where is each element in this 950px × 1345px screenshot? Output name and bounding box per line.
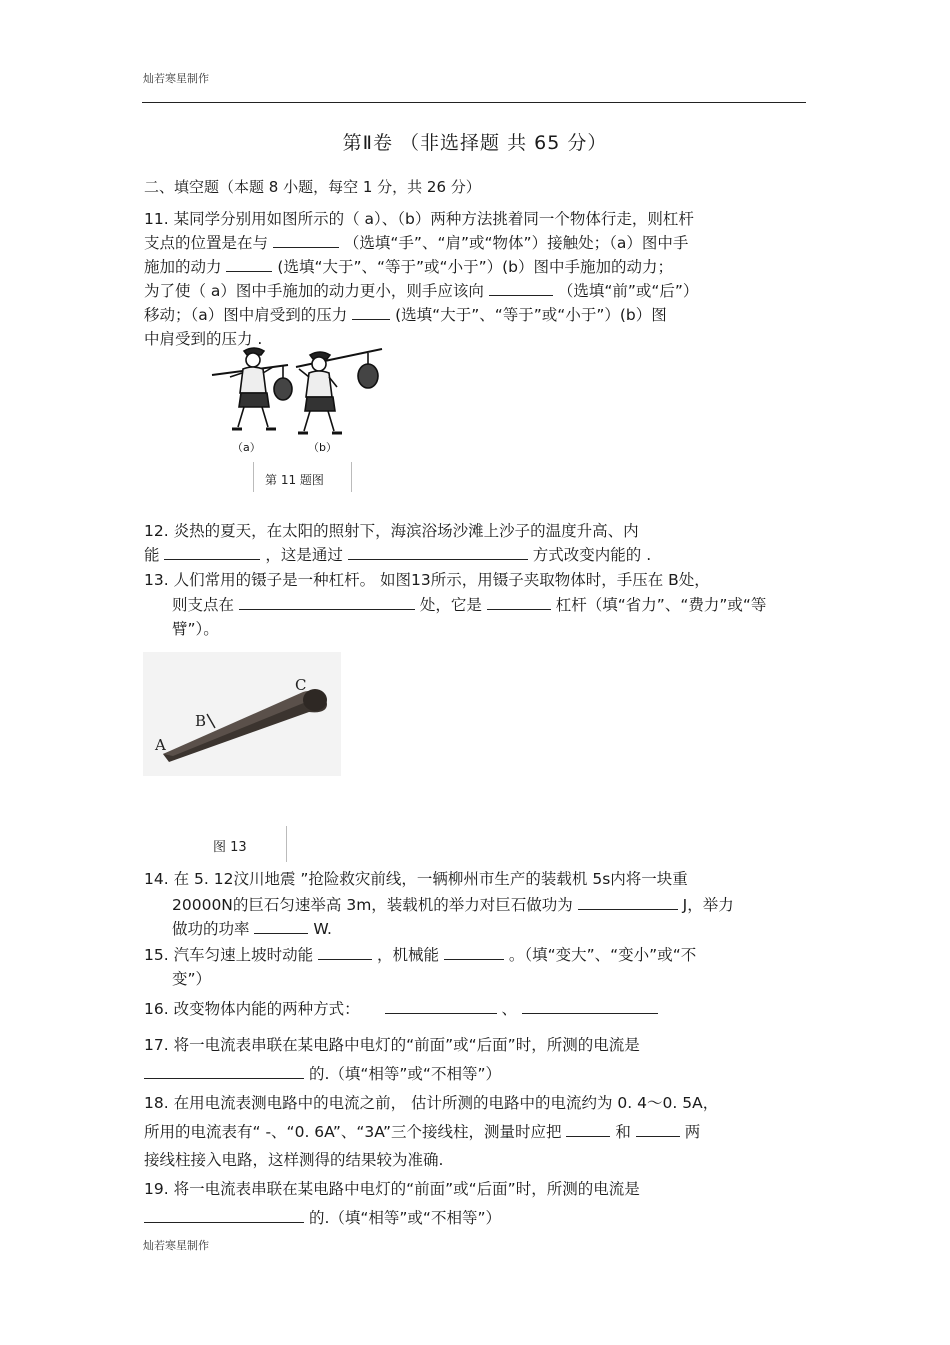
figure-a-porter: [212, 348, 292, 429]
page-footer: 灿若寒星制作: [143, 1239, 209, 1252]
q19-line-2: 的.（填“相等”或“不相等”）: [144, 1206, 501, 1228]
q18-blank-1[interactable]: [566, 1122, 610, 1137]
q12-line-1: 12. 炎热的夏天，在太阳的照射下，海滨浴场沙滩上沙子的温度升高、内: [144, 522, 639, 540]
q11-line-1: 11. 某同学分别用如图所示的（ a）、（b）两种方法挑着同一个物体行走，则杠杆: [144, 210, 694, 228]
q18-blank-2[interactable]: [636, 1122, 680, 1137]
q11-blank-1[interactable]: [273, 233, 339, 248]
q14-line-1: 14. 在 5. 12汶川地震 ”抢险救灾前线，一辆柳州市生产的装载机 5s内将一块重: [144, 870, 688, 888]
q11-line-5: 移动；（a）图中肩受到的压力 (选填“大于”、“等于”或“小于”）(b）图: [144, 306, 667, 324]
tweezers-figure: [143, 652, 341, 776]
q12-blank-2[interactable]: [348, 545, 528, 560]
q14-blank-2[interactable]: [254, 919, 308, 934]
q15-blank-2[interactable]: [444, 945, 504, 960]
q13-line-2: 则支点在 处，它是 杠杆（填“省力”、“费力”或“等: [172, 596, 767, 614]
q11-blank-3[interactable]: [489, 281, 553, 296]
point-a-label: A: [155, 736, 166, 754]
q19-blank-1[interactable]: [144, 1208, 304, 1223]
point-b-label: B: [195, 712, 207, 730]
q11-caption: 第 11 题图: [265, 473, 324, 487]
q18-line-2: 所用的电流表有“ -、“0. 6A”、“3A”三个接线柱，测量时应把 和 两: [144, 1123, 701, 1141]
q17-line-1: 17. 将一电流表串联在某电路中电灯的“前面”或“后面”时，所测的电流是: [144, 1036, 640, 1054]
q16-line-1: 16. 改变物体内能的两种方式： 、: [144, 997, 658, 1019]
q11-figure: [210, 345, 390, 457]
q12-blank-1[interactable]: [164, 545, 260, 560]
header-rule: [142, 102, 806, 103]
q14-blank-1[interactable]: [578, 895, 678, 910]
figure-13-caption: 图 13: [213, 840, 247, 855]
q11-line-2: 支点的位置是在与 （选填“手”、“肩”或“物体”）接触处；（a）图中手: [144, 234, 689, 252]
figure-b-porter: [296, 349, 382, 433]
q11-line-4: 为了使（ a）图中手施加的动力更小，则手应该向 （选填“前”或“后”）: [144, 282, 699, 300]
q17-blank-1[interactable]: [144, 1064, 304, 1079]
q11-line-3: 施加的动力 (选填“大于”、“等于”或“小于”）(b）图中手施加的动力；: [144, 258, 674, 276]
q11-blank-4[interactable]: [352, 305, 390, 320]
q18-line-1: 18. 在用电流表测电路中的电流之前， 估计所测的电路中的电流约为 0. 4～0. 5A，: [144, 1094, 719, 1112]
q13-line-3: 臂”）。: [172, 620, 219, 638]
q15-line-1: 15. 汽车匀速上坡时动能 ，机械能 。（填“变大”、“变小”或“不: [144, 946, 697, 964]
caption-divider: [286, 826, 287, 862]
q15-blank-1[interactable]: [318, 945, 372, 960]
q12-line-2: 能 ，这是通过 方式改变内能的 .: [144, 546, 652, 564]
q13-blank-1[interactable]: [239, 595, 415, 610]
q19-line-1: 19. 将一电流表串联在某电路中电灯的“前面”或“后面”时，所测的电流是: [144, 1180, 640, 1198]
q11-blank-2[interactable]: [226, 257, 272, 272]
q11-line-6: 中肩受到的压力 .: [144, 330, 263, 348]
q16-blank-1[interactable]: [385, 999, 497, 1014]
q14-line-3: 做功的功率 W.: [172, 920, 332, 938]
page-header: 灿若寒星制作: [143, 72, 209, 85]
point-c-label: C: [295, 676, 307, 694]
figure-b-label: （b）: [308, 441, 337, 454]
q14-line-2: 20000N的巨石匀速举高 3m，装载机的举力对巨石做功为 J，举力: [172, 896, 734, 914]
page-title: 第Ⅱ卷 （非选择题 共 65 分）: [342, 132, 608, 154]
caption-divider: [351, 462, 352, 492]
q13-line-1: 13. 人们常用的镊子是一种杠杆。 如图13所示，用镊子夹取物体时，手压在 B处，: [144, 571, 710, 589]
figure-a-label: （a）: [232, 441, 261, 454]
section-heading: 二、填空题（本题 8 小题，每空 1 分，共 26 分）: [144, 178, 481, 196]
q17-line-2: 的.（填“相等”或“不相等”）: [144, 1062, 501, 1084]
q18-line-3: 接线柱接入电路，这样测得的结果较为准确.: [144, 1151, 444, 1169]
q16-blank-2[interactable]: [522, 999, 658, 1014]
caption-divider: [253, 462, 254, 492]
q13-blank-2[interactable]: [487, 595, 551, 610]
q15-line-2: 变”）: [172, 970, 212, 988]
